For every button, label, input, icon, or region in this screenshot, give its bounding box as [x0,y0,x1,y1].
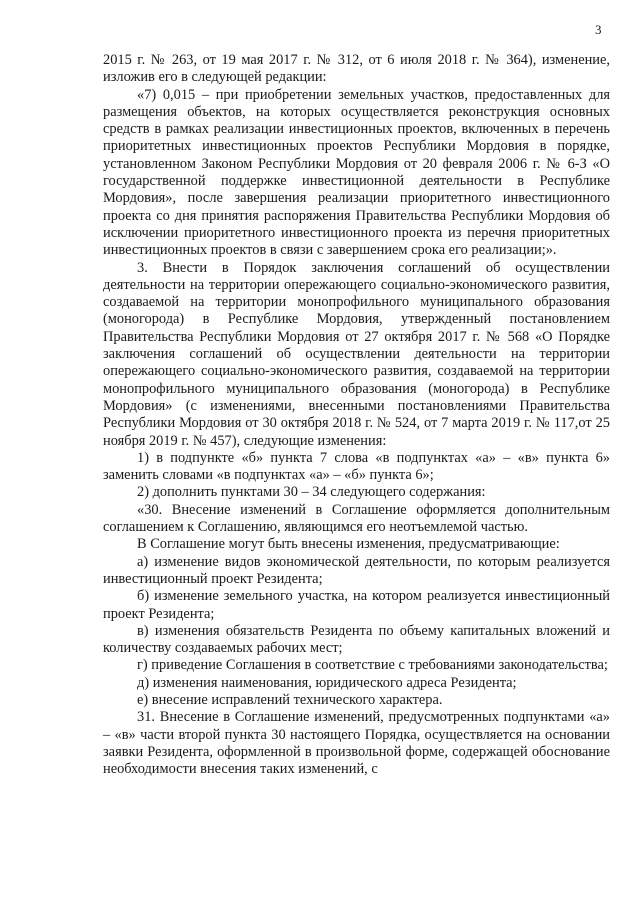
paragraph-point-30: «30. Внесение изменений в Соглашение оформляется дополнительным соглашением к Соглашению, являющимся его неотъемлемой частью. [103,501,610,536]
list-item-b: б) изменение земельного участка, на котором реализуется инвестиционный проект Резидента; [103,588,610,622]
list-item-g: г) приведение Соглашения в соответствие с требованиями законодательства; [137,657,608,674]
document-body [103,52,610,778]
paragraph-section-3: 3. Внести в Порядок заключения соглашений об осуществлении деятельности на территории опережающего социально-экономического развития, создаваемой на территории монопрофильного муниципального образования (моногорода) в Республике Мордовия, утвержденный постановлением Правительства Республики Мордовия от 27 октября 2017 г. № 568 «О Порядке заключения соглашений об осуществлении деятельности на территории опережающего социально-экономического развития, создаваемой на территории монопрофильного муниципального образования (моногорода) в Республике Мордовия» (с изменениями, внесенными постановлениями Правительства Республики Мордовия от 30 октября 2018 г. № 524, от 7 марта 2019 г. № 117,от 25 ноября 2019 г. № 457), следующие изменения: [103,259,610,449]
page-number: 3 [595,22,602,37]
paragraph-point-31: 31. Внесение в Соглашение изменений, предусмотренных подпунктами «а» – «в» части второй пункта 30 настоящего Порядка, осуществляется на основании заявки Резидента, оформленной в произвольной форме, содержащей обоснование необходимости внесения таких изменений, с [103,709,610,778]
paragraph-change-2: 2) дополнить пунктами 30 – 34 следующего содержания: [137,484,486,501]
list-item-v: в) изменения обязательств Резидента по объему капитальных вложений и количеству создаваемых рабочих мест; [103,622,610,657]
list-item-a: а) изменение видов экономической деятельности, по которым реализуется инвестиционный проект Резидента; [103,553,610,587]
paragraph-item-7: «7) 0,015 – при приобретении земельных участков, предоставленных для размещения объектов, на которых осуществляется реконструкция основных средств в рамках реализации инвестиционных проектов, включенных в перечень приоритетных инвестиционных проектов Республики Мордовия в порядке, установленном Законом Республики Мордовия от 20 февраля 2006 г. № 6-З «О государственной поддержке инвестиционной деятельности в Республике Мордовия», после завершения реализации приоритетного инвестиционного проекта со дня принятия распоряжения Правительства Республики Мордовия об исключении приоритетного инвестиционного проекта из перечня приоритетных инвестиционных проектов в связи с завершением срока его реализации;». [103,86,610,259]
paragraph-continuation: 2015 г. № 263, от 19 мая 2017 г. № 312, от 6 июля 2018 г. № 364), изменение, изложив его в следующей редакции: [103,52,610,86]
paragraph-change-1: 1) в подпункте «б» пункта 7 слова «в подпунктах «а» – «в» пункта 6» заменить словами «в подпунктах «а» – «б» пункта 6»; [103,449,610,484]
list-item-e: е) внесение исправлений технического характера. [137,691,443,708]
list-item-d: д) изменения наименования, юридического адреса Резидента; [137,674,517,691]
paragraph-changes-intro: В Соглашение могут быть внесены изменения, предусматривающие: [137,536,560,553]
